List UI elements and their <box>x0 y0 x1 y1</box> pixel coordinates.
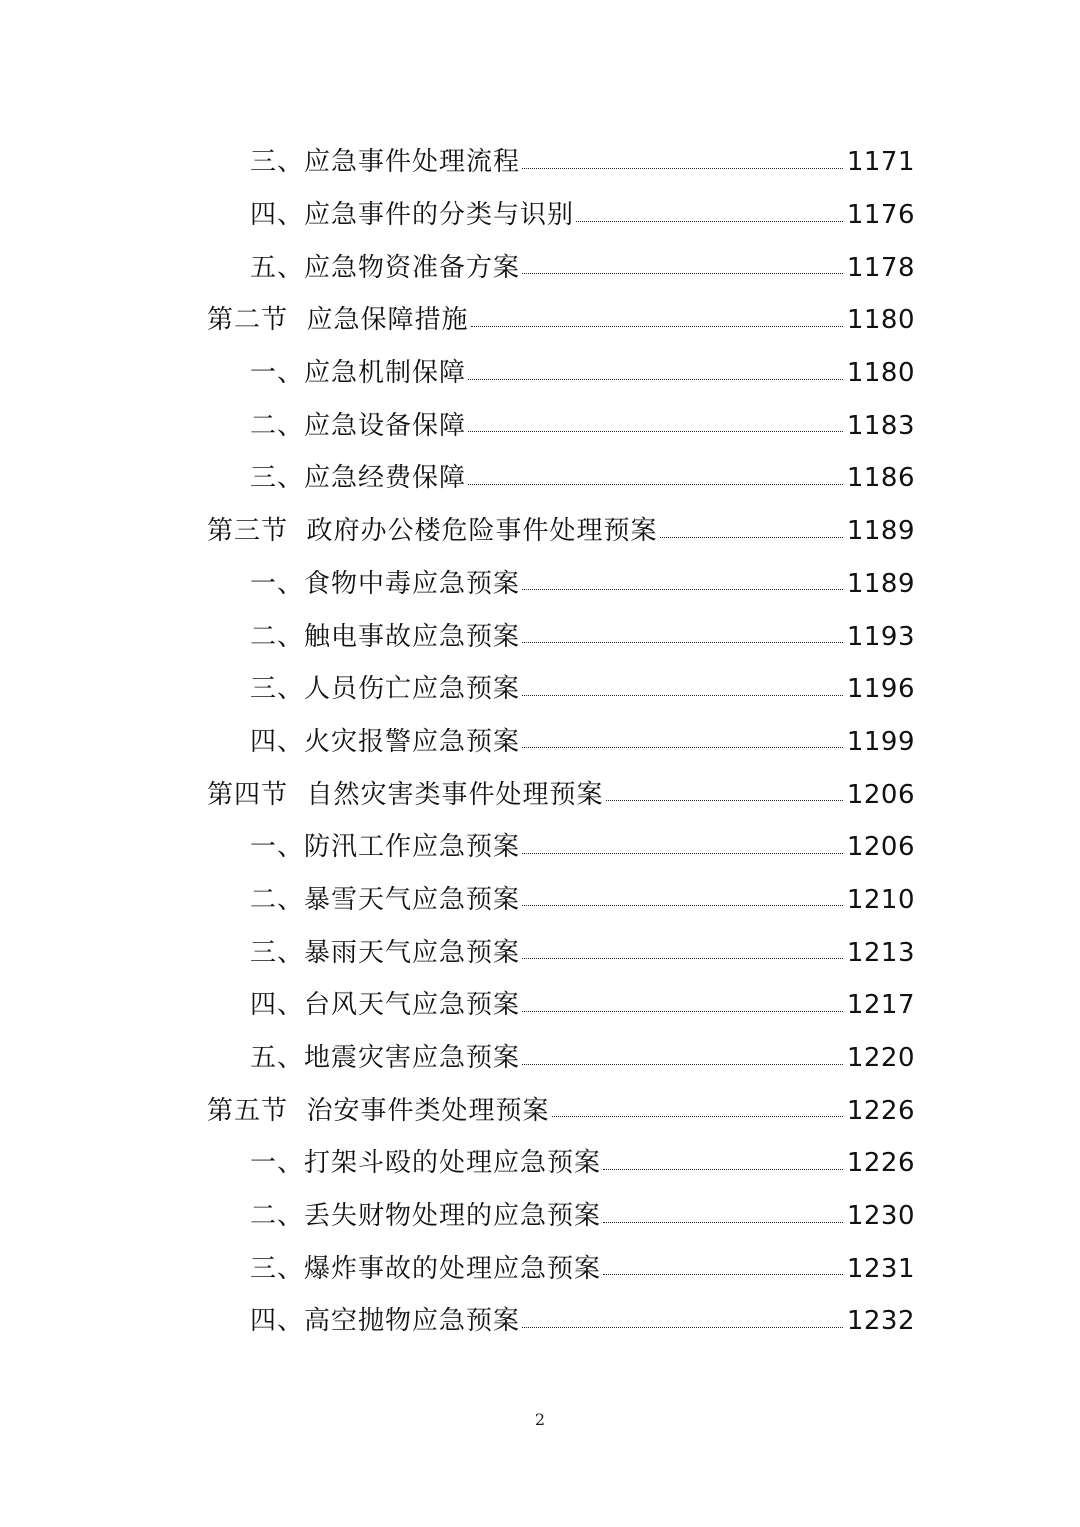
toc-entry[interactable] <box>0 663 1080 716</box>
entry-page-number: 1183 <box>846 410 915 441</box>
entry-prefix: 第五节 <box>207 1095 307 1126</box>
entry-page-number: 1193 <box>846 621 915 652</box>
entry-page-number: 1186 <box>846 463 915 494</box>
dot-leader <box>606 800 843 801</box>
entry-page-number: 1171 <box>846 147 915 178</box>
dot-leader <box>468 484 843 485</box>
entry-page-number: 1231 <box>846 1253 915 1284</box>
entry-page-number: 1232 <box>846 1306 915 1337</box>
entry-page-number: 1226 <box>846 1095 915 1126</box>
entry-title: 应急机制保障 <box>304 358 467 389</box>
entry-page-number: 1206 <box>846 832 915 863</box>
entry-title: 火灾报警应急预案 <box>304 726 521 757</box>
toc-entry[interactable] <box>0 136 1080 189</box>
entry-title: 应急物资准备方案 <box>304 252 521 283</box>
toc-entry[interactable] <box>0 294 1080 347</box>
entry-page-number: 1180 <box>846 358 915 389</box>
toc-entry[interactable] <box>0 1084 1080 1137</box>
entry-prefix: 五、 <box>250 1043 305 1074</box>
entry-prefix: 三、 <box>250 674 305 705</box>
dot-leader <box>522 958 843 959</box>
toc-entry[interactable] <box>0 768 1080 821</box>
dot-leader <box>522 1064 843 1065</box>
entry-page-number: 1189 <box>846 568 915 599</box>
entry-prefix: 三、 <box>250 147 305 178</box>
dot-leader <box>522 695 843 696</box>
entry-page-number: 1176 <box>846 200 915 231</box>
entry-title: 应急保障措施 <box>306 305 469 336</box>
entry-prefix: 四、 <box>250 1306 305 1337</box>
entry-title: 暴雨天气应急预案 <box>304 937 521 968</box>
entry-title: 自然灾害类事件处理预案 <box>306 779 604 810</box>
toc-entry[interactable] <box>0 241 1080 294</box>
entry-page-number: 1230 <box>846 1201 915 1232</box>
page-number: 2 <box>534 1410 546 1429</box>
entry-prefix: 一、 <box>250 358 305 389</box>
entry-prefix: 一、 <box>250 1148 305 1179</box>
entry-page-number: 1189 <box>846 516 915 547</box>
toc-entry[interactable] <box>0 1032 1080 1085</box>
entry-prefix: 二、 <box>250 410 305 441</box>
toc-entry[interactable] <box>0 399 1080 452</box>
toc-entry[interactable] <box>0 821 1080 874</box>
entry-title: 触电事故应急预案 <box>304 621 521 652</box>
dot-leader <box>660 537 843 538</box>
dot-leader <box>522 589 843 590</box>
entry-prefix: 三、 <box>250 937 305 968</box>
dot-leader <box>522 747 843 748</box>
entry-page-number: 1199 <box>846 726 915 757</box>
dot-leader <box>471 326 843 327</box>
toc-entry[interactable] <box>0 716 1080 769</box>
toc-entry[interactable] <box>0 979 1080 1032</box>
toc-entry[interactable] <box>0 1190 1080 1243</box>
toc-entry[interactable] <box>0 926 1080 979</box>
entry-title: 食物中毒应急预案 <box>304 568 521 599</box>
entry-page-number: 1196 <box>846 674 915 705</box>
entry-title: 政府办公楼危险事件处理预案 <box>306 516 658 547</box>
entry-prefix: 第四节 <box>207 779 307 810</box>
toc-entry[interactable] <box>0 1137 1080 1190</box>
entry-title: 暴雪天气应急预案 <box>304 884 521 915</box>
entry-page-number: 1206 <box>846 779 915 810</box>
entry-page-number: 1180 <box>846 305 915 336</box>
entry-page-number: 1213 <box>846 937 915 968</box>
toc-entry[interactable] <box>0 189 1080 242</box>
table-of-contents <box>0 136 1080 1348</box>
entry-title: 爆炸事故的处理应急预案 <box>304 1253 602 1284</box>
entry-prefix: 三、 <box>250 1253 305 1284</box>
toc-entry[interactable] <box>0 505 1080 558</box>
dot-leader <box>522 1011 843 1012</box>
dot-leader <box>522 642 843 643</box>
dot-leader <box>552 1116 843 1117</box>
dot-leader <box>603 1222 843 1223</box>
entry-title: 人员伤亡应急预案 <box>304 674 521 705</box>
entry-prefix: 一、 <box>250 832 305 863</box>
entry-prefix: 四、 <box>250 990 305 1021</box>
entry-prefix: 三、 <box>250 463 305 494</box>
entry-prefix: 一、 <box>250 568 305 599</box>
entry-title: 应急设备保障 <box>304 410 467 441</box>
entry-title: 治安事件类处理预案 <box>306 1095 550 1126</box>
dot-leader <box>603 1169 843 1170</box>
entry-page-number: 1210 <box>846 884 915 915</box>
toc-entry[interactable] <box>0 452 1080 505</box>
dot-leader <box>522 168 843 169</box>
entry-prefix: 二、 <box>250 621 305 652</box>
dot-leader <box>603 1274 843 1275</box>
dot-leader <box>468 379 843 380</box>
entry-title: 台风天气应急预案 <box>304 990 521 1021</box>
toc-entry[interactable] <box>0 558 1080 611</box>
dot-leader <box>522 273 843 274</box>
toc-entry[interactable] <box>0 1295 1080 1348</box>
dot-leader <box>468 431 843 432</box>
toc-entry[interactable] <box>0 347 1080 400</box>
entry-page-number: 1178 <box>846 252 915 283</box>
entry-prefix: 第二节 <box>207 305 307 336</box>
entry-title: 打架斗殴的处理应急预案 <box>304 1148 602 1179</box>
entry-prefix: 二、 <box>250 884 305 915</box>
entry-title: 地震灾害应急预案 <box>304 1043 521 1074</box>
toc-entry[interactable] <box>0 1242 1080 1295</box>
dot-leader <box>522 1327 843 1328</box>
entry-page-number: 1220 <box>846 1043 915 1074</box>
entry-title: 防汛工作应急预案 <box>304 832 521 863</box>
entry-prefix: 二、 <box>250 1201 305 1232</box>
entry-page-number: 1226 <box>846 1148 915 1179</box>
entry-title: 应急事件处理流程 <box>304 147 521 178</box>
toc-entry[interactable] <box>0 610 1080 663</box>
dot-leader <box>522 853 843 854</box>
entry-title: 丢失财物处理的应急预案 <box>304 1201 602 1232</box>
toc-entry[interactable] <box>0 874 1080 927</box>
entry-prefix: 四、 <box>250 200 305 231</box>
entry-prefix: 五、 <box>250 252 305 283</box>
entry-prefix: 四、 <box>250 726 305 757</box>
dot-leader <box>576 221 843 222</box>
entry-prefix: 第三节 <box>207 516 307 547</box>
entry-page-number: 1217 <box>846 990 915 1021</box>
dot-leader <box>522 905 843 906</box>
entry-title: 高空抛物应急预案 <box>304 1306 521 1337</box>
entry-title: 应急事件的分类与识别 <box>304 200 575 231</box>
entry-title: 应急经费保障 <box>304 463 467 494</box>
